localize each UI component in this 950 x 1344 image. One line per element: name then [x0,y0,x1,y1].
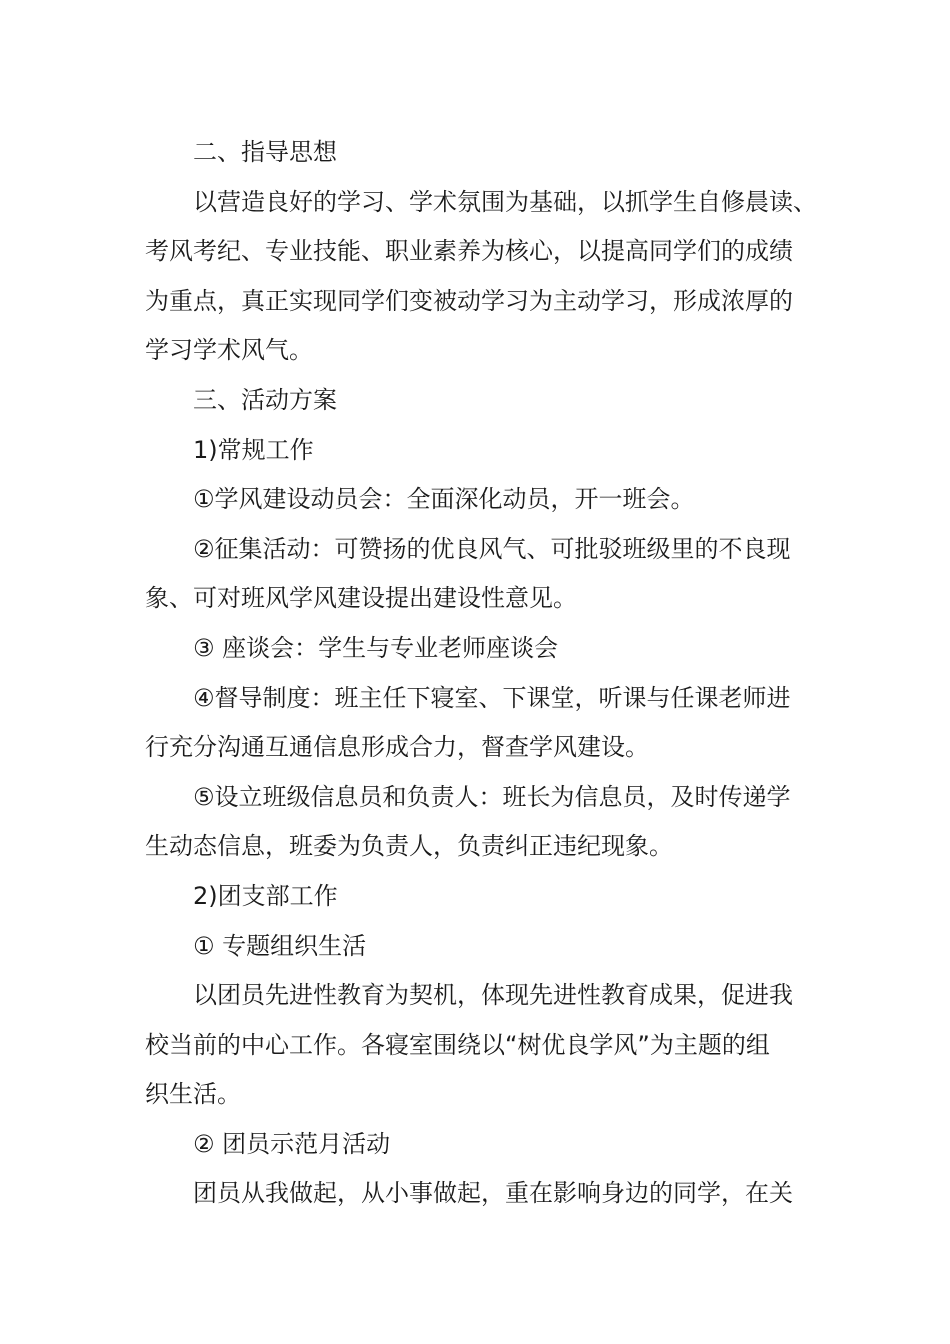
paragraph-line: 考风考纪、专业技能、职业素养为核心，以提高同学们的成绩 [145,237,793,266]
list-item-class-informants: ⑤设立班级信息员和负责人：班长为信息员，及时传递学 [193,782,791,811]
list-item-organization-life: ① 专题组织生活 [193,931,367,960]
list-item-demonstration-month: ② 团员示范月活动 [193,1129,391,1158]
list-item-supervision-system: ④督导制度：班主任下寝室、下课堂，听课与任课老师进 [193,683,791,712]
section-heading-activity-plan: 三、活动方案 [193,385,337,414]
document-body [145,128,817,1219]
paragraph-line: 为重点，真正实现同学们变被动学习为主动学习，形成浓厚的 [145,286,793,315]
subsection-heading-routine-work: 1)常规工作 [193,435,314,464]
paragraph-line: 织生活。 [145,1080,241,1109]
section-heading-guiding-ideology: 二、指导思想 [193,138,337,166]
paragraph-line: 校当前的中心工作。各寝室围绕以“树优良学风”为主题的组 [145,1030,770,1059]
paragraph-line: 象、可对班风学风建设提出建设性意见。 [145,584,577,613]
paragraph-line: 团员从我做起，从小事做起，重在影响身边的同学，在关 [193,1179,793,1208]
paragraph-line: 以营造良好的学习、学术氛围为基础，以抓学生自修晨读、 [193,187,817,216]
list-item-collection-activity: ②征集活动：可赞扬的优良风气、可批驳班级里的不良现 [193,534,791,563]
paragraph-line: 学习学术风气。 [145,336,313,365]
paragraph-line: 生动态信息，班委为负责人，负责纠正违纪现象。 [145,832,673,861]
list-item-mobilization-meeting: ①学风建设动员会：全面深化动员，开一班会。 [193,485,695,514]
paragraph-line: 行充分沟通互通信息形成合力，督查学风建设。 [145,733,649,762]
subsection-heading-league-branch-work: 2)团支部工作 [193,881,338,910]
list-item-symposium: ③ 座谈会：学生与专业老师座谈会 [193,633,559,662]
paragraph-line: 以团员先进性教育为契机，体现先进性教育成果，促进我 [193,981,793,1010]
